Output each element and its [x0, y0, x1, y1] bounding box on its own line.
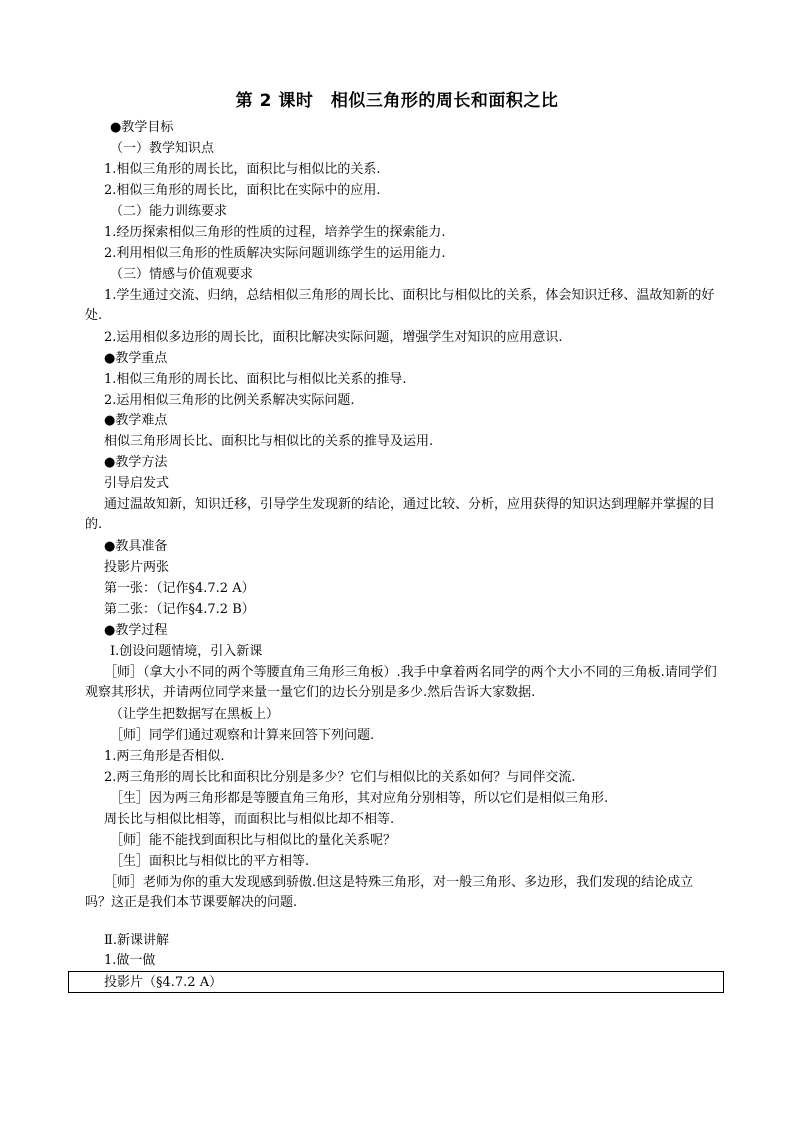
- note: （让学生把数据写在黑板上）: [110, 707, 280, 722]
- section-heading-process: ●教学过程: [104, 623, 168, 638]
- paragraph: ［生］面积比与相似比的平方相等.: [110, 854, 310, 869]
- section-heading-goals: ●教学目标: [110, 120, 174, 135]
- paragraph: 相似三角形周长比、面积比与相似比的关系的推导及运用.: [104, 434, 434, 449]
- list-item: 1.相似三角形的周长比、面积比与相似比关系的推导.: [104, 372, 407, 387]
- paragraph: 通过温故知新，知识迁移，引导学生发现新的结论，通过比较、分析，应用获得的知识达到理解并掌握的目的.: [85, 497, 716, 532]
- subheading-ability: （二）能力训练要求: [110, 204, 228, 219]
- section-heading-difficulties: ●教学难点: [104, 413, 168, 428]
- paragraph: ［师］（拿大小不同的两个等腰直角三角形三角板）.我手中拿着两名同学的两个大小不同的三角板.请同学们观察其形状，并请两位同学来量一量它们的边长分别是多少.然后告诉大家数据.: [85, 665, 717, 700]
- subheading-knowledge: （一）教学知识点: [110, 141, 215, 156]
- projection-box: [68, 971, 724, 993]
- section-heading-method: ●教学方法: [104, 455, 168, 470]
- list-item: 第二张：（记作§4.7.2 B）: [104, 602, 255, 617]
- paragraph: 1.学生通过交流、归纳，总结相似三角形的周长比、面积比与相似比的关系，体会知识迁移、温故知新的好处.: [85, 288, 715, 323]
- list-item: 2.运用相似三角形的比例关系解决实际问题.: [104, 393, 355, 408]
- list-item: 1.经历探索相似三角形的性质的过程，培养学生的探索能力.: [104, 225, 446, 240]
- section-heading-tools: ●教具准备: [104, 539, 168, 554]
- projection-label: 投影片（§4.7.2 A）: [104, 975, 223, 990]
- list-item: 第一张：（记作§4.7.2 A）: [104, 581, 255, 596]
- subheading-emotion: （三）情感与价值观要求: [110, 267, 254, 282]
- list-item: 2.利用相似三角形的性质解决实际问题训练学生的运用能力.: [104, 246, 446, 261]
- list-item: 2.相似三角形的周长比，面积比在实际中的应用.: [104, 183, 381, 198]
- paragraph: ［生］因为两三角形都是等腰直角三角形，其对应角分别相等，所以它们是相似三角形.: [110, 791, 609, 806]
- list-item: 投影片两张: [104, 560, 170, 575]
- paragraph: ［师］能不能找到面积比与相似比的量化关系呢？: [110, 833, 397, 848]
- part-heading: Ⅰ.创设问题情境，引入新课: [110, 644, 263, 659]
- list-item: 1.两三角形是否相似.: [104, 749, 225, 764]
- part-heading: Ⅱ.新课讲解: [104, 933, 169, 948]
- section-heading-key-points: ●教学重点: [104, 351, 168, 366]
- paragraph: ［师］老师为你的重大发现感到骄傲.但这是特殊三角形，对一般三角形、多边形，我们发现的结论成立吗？这正是我们本节课要解决的问题.: [85, 875, 694, 910]
- sub-heading: 1.做一做: [104, 953, 156, 968]
- paragraph: 周长比与相似比相等，而面积比与相似比却不相等.: [104, 812, 395, 827]
- list-item: 2.两三角形的周长比和面积比分别是多少？它们与相似比的关系如何？与同伴交流.: [104, 770, 576, 785]
- method-name: 引导启发式: [104, 476, 170, 491]
- page-title: 第 2 课时 相似三角形的周长和面积之比: [235, 91, 559, 111]
- paragraph: ［师］同学们通过观察和计算来回答下列问题.: [110, 728, 375, 743]
- list-item: 1.相似三角形的周长比，面积比与相似比的关系.: [104, 162, 381, 177]
- list-item: 2.运用相似多边形的周长比，面积比解决实际问题，增强学生对知识的应用意识.: [104, 330, 563, 345]
